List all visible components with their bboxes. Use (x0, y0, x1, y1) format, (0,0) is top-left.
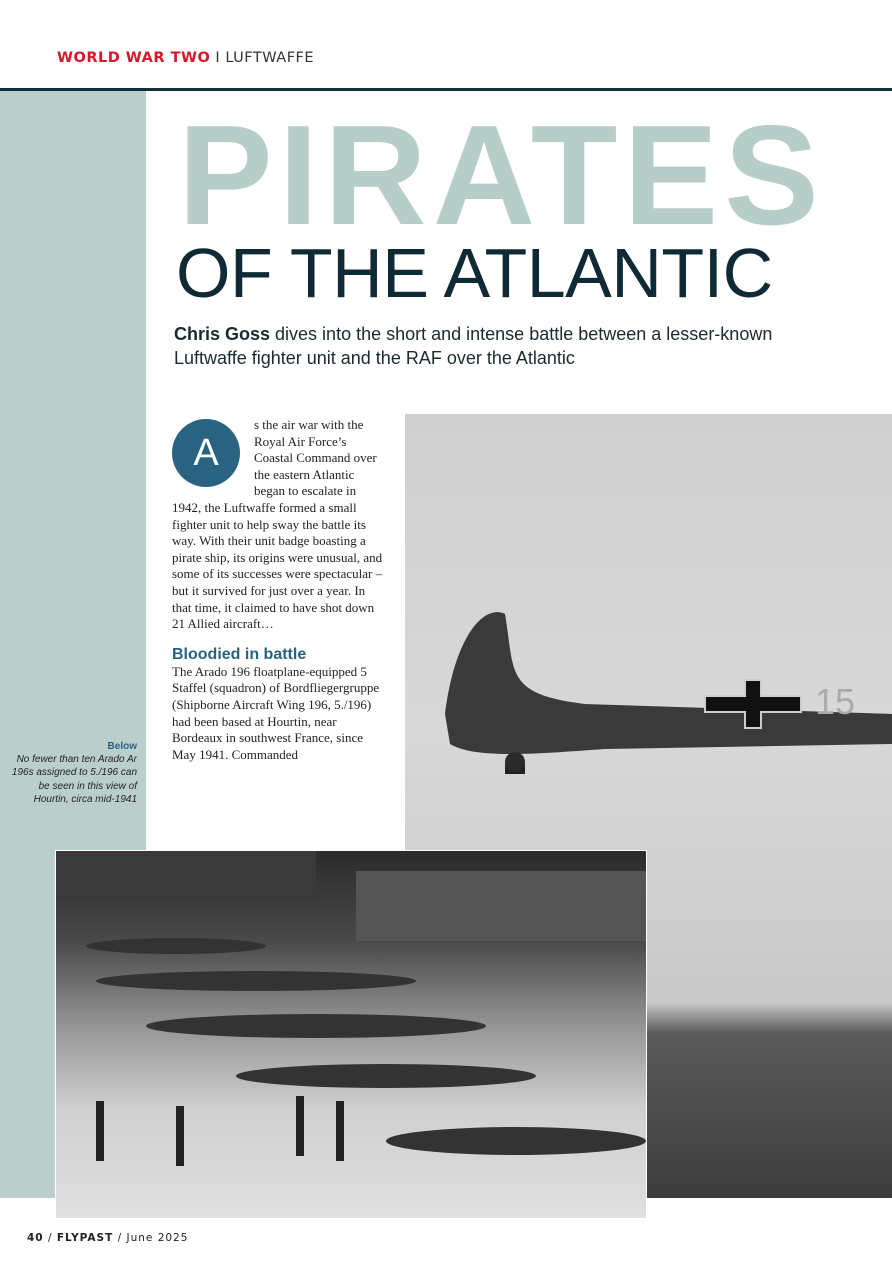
caption-label: Below (107, 741, 137, 752)
body-paragraph: The Arado 196 floatplane-equipped 5 Staffel (squadron) of Bordfliegergruppe (Shipborne Aircraft Wing 196, 5./196) had been based at Hourtin, near Bordeaux in southwest France, since May 1941. Commanded (172, 663, 380, 762)
headline-main: PIRATES (178, 96, 825, 255)
page-footer (27, 1232, 188, 1244)
section-header (57, 50, 314, 66)
magazine-name: FLYPAST (56, 1232, 114, 1244)
issue-date: June 2025 (126, 1232, 189, 1244)
page-number: 40 (27, 1232, 44, 1244)
seaplanes-illustration (56, 851, 646, 1218)
standfirst-text: dives into the short and intense battle between a lesser-known Luftwaffe fighter unit and the RAF over the Atlantic (174, 324, 773, 368)
caption-text: No fewer than ten Arado Ar 196s assigned to 5./196 can be seen in this view of Hourtin, circa mid-1941 (11, 754, 137, 805)
standfirst (174, 322, 794, 370)
subsection-label: LUFTWAFFE (225, 50, 315, 66)
section-label: WORLD WAR TWO (57, 50, 211, 66)
subheading: Bloodied in battle (172, 645, 307, 663)
photo-caption (7, 740, 137, 806)
hourtin-seaplane-photo (55, 850, 647, 1219)
article-body (172, 417, 384, 763)
footer-separator: / (43, 1232, 57, 1244)
footer-separator: / (113, 1232, 127, 1244)
headline-sub: OF THE ATLANTIC (176, 234, 773, 312)
drop-cap: A (172, 419, 240, 487)
author-name: Chris Goss (174, 324, 271, 344)
section-separator: I (210, 50, 226, 66)
tail-number: 15 (815, 681, 856, 722)
intro-paragraph: s the air war with the Royal Air Force’s Coastal Command over the eastern Atlantic began to escalate in 1942, the Luftwaffe formed a small fighter unit to help sway the battle its way. With their unit badge boasting a pirate ship, its origins were unusual, and some of its successes were spectacular – but it survived for just over a year. In that time, it claimed to have shot down 21 Allied aircraft… (172, 417, 383, 632)
